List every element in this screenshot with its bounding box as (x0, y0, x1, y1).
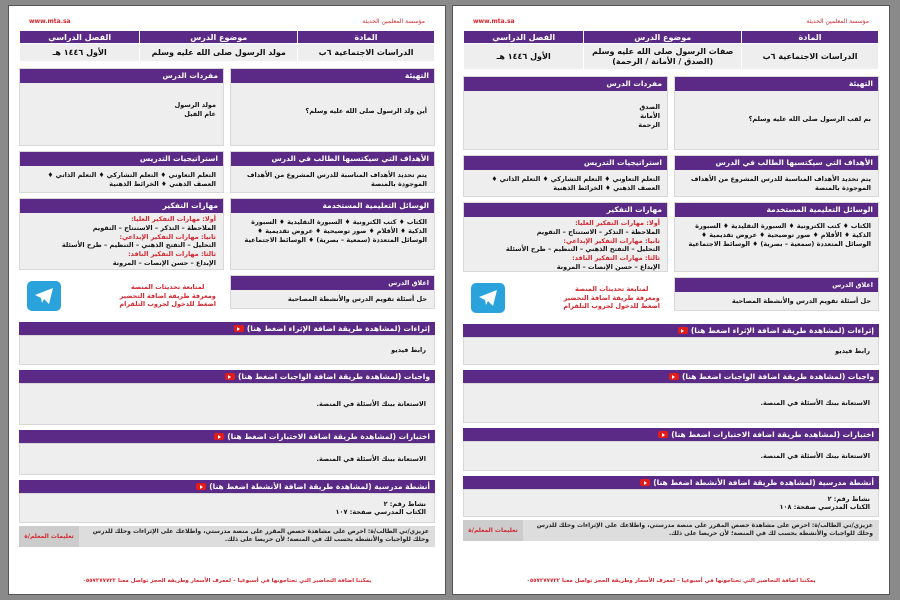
skills-box (19, 198, 224, 270)
enrichment-text: رابط فيديو (19, 335, 435, 365)
topic-value: مولد الرسول صلى الله عليه وسلم (140, 44, 298, 62)
promo-line: ومعرفة طريقة اضافة التحضير (563, 293, 660, 302)
promo-text (119, 283, 216, 308)
strategies-title: استراتيجيات التدريس (464, 156, 667, 170)
website-link[interactable]: www.mta.sa (29, 17, 71, 25)
intro-text: أين ولد الرسول صلى الله عليه وسلم؟ (305, 107, 427, 115)
activities-body (463, 489, 879, 517)
tests-section (19, 430, 435, 475)
tools-box (230, 198, 435, 270)
strategies-text: التعلم التعاوني ♦ التعلم التشاركي ♦ التعلم الذاتي ♦ العصف الذهني ♦ الخرائط الذهنية (491, 175, 660, 192)
activities-header[interactable] (19, 480, 435, 493)
vocab-item: مولد الرسول (174, 101, 216, 109)
term-header: الفصل الدراسي (464, 31, 584, 44)
goals-box (230, 151, 435, 193)
skill-head: ثالثا: مهارات التفكير الناقد: (572, 254, 660, 263)
promo-line: ومعرفة طريقة اضافة التحضير (119, 291, 216, 300)
youtube-icon[interactable] (658, 431, 668, 438)
page-top-line (19, 12, 435, 30)
activity-number: نشاط رقم: ٢ (827, 495, 870, 503)
youtube-icon[interactable] (640, 479, 650, 486)
skills-title: مهارات التفكير (464, 203, 667, 217)
telegram-promo[interactable] (463, 277, 668, 319)
org-name: مؤسسة المعلمين الحديثة (362, 17, 425, 25)
enrichment-title: إثراءات (لمشاهدة طريقة اضافة الإثراء اضغط هنا) (690, 326, 874, 335)
vocab-item: الصدق (639, 103, 660, 111)
tools-text: الكتاب ♦ كتب الكترونية ♦ السبورة التقليدية ♦ السبورة الذكية ♦ الأقلام ♦ صور توضيحية ♦ عروض تقديمية ♦ الوسائل المتعددة (سمعية – بصرية) ♦ الوسائط الاجتماعية (244, 218, 427, 244)
activities-section (463, 476, 879, 517)
skills-title: مهارات التفكير (20, 199, 223, 213)
enrichment-text: رابط فيديو (463, 337, 879, 365)
closing-title: اغلاق الدرس (231, 276, 434, 290)
promo-line: لمتابعة تحديثات المنصة (574, 285, 649, 294)
homework-header[interactable] (463, 370, 879, 383)
telegram-icon[interactable] (27, 281, 61, 311)
tests-text: الاستعانة ببنك الأسئلة في المنصة. (463, 441, 879, 471)
lesson-grid (19, 68, 435, 317)
lesson-info-table (19, 30, 435, 62)
skill-text: التحليل – التفتح الذهني – التنظيم – طرح الأسئلة (61, 241, 216, 250)
activity-number: نشاط رقم: ٢ (383, 500, 426, 508)
intro-text: بم لقب الرسول صلى الله عليه وسلم؟ (748, 115, 871, 123)
right-column (674, 76, 879, 319)
goals-title: الأهداف التي سيكتسبها الطالب في الدرس (231, 152, 434, 166)
strategies-box (19, 151, 224, 193)
goals-text: يتم تحديد الأهداف المناسبة للدرس المشروع من الأهداف الموجودة بالمنصة (690, 175, 871, 192)
strategies-box (463, 155, 668, 197)
teacher-notes (19, 526, 435, 547)
website-link[interactable]: www.mta.sa (473, 17, 515, 25)
youtube-icon[interactable] (214, 433, 224, 440)
activity-book-page: الكتاب المدرسي صفحة: ١٠٧ (335, 508, 426, 516)
activities-section (19, 480, 435, 523)
skill-text: الإبداع – حسن الإنصات – المرونة (112, 258, 216, 267)
activity-book-page: الكتاب المدرسي صفحة: ١٠٨ (779, 503, 870, 511)
subject-value: الدراسات الاجتماعية ٦ب (742, 44, 879, 70)
skill-head: ثانيا: مهارات التفكير الإبداعي: (563, 236, 660, 245)
topic-header: موضوع الدرس (584, 31, 742, 44)
closing-text: حل أسئلة تقويم الدرس والأنشطة المصاحبة (731, 297, 871, 305)
skill-head: أولا: مهارات التفكير العليا: (131, 215, 216, 223)
notes-label: تعليمات المعلم/ة (463, 520, 523, 541)
tools-box (674, 202, 879, 272)
closing-box (230, 275, 435, 309)
page-footer: يمكننا اضافة التحاضير التي تحتاجونها في أسبوعيا – لمعرف الأسعار وطريقة الحجز تواصل معنا ٠٥٥٧٢٧٧٧٢٢ (526, 578, 816, 584)
promo-text (563, 285, 660, 310)
closing-text: حل أسئلة تقويم الدرس والأنشطة المصاحبة (287, 295, 427, 303)
intro-box (230, 68, 435, 146)
tests-header[interactable] (463, 428, 879, 441)
vocab-list (464, 91, 667, 134)
strategies-text: التعلم التعاوني ♦ التعلم التشاركي ♦ التعلم الذاتي ♦ العصف الذهني ♦ الخرائط الذهنية (47, 171, 216, 188)
goals-box (674, 155, 879, 197)
enrichment-section (463, 324, 879, 365)
term-value: الأول ١٤٤٦ هـ (20, 44, 140, 62)
youtube-icon[interactable] (669, 373, 679, 380)
page-footer: يمكننا اضافة التحاضير التي تحتاجونها في أسبوعيا – لمعرف الأسعار وطريقة الحجز تواصل معنا ٠٥٥٧٢٧٧٧٢٢ (82, 578, 372, 584)
promo-line: لمتابعة تحديثات المنصة (130, 283, 205, 292)
vocab-title: مفردات الدرس (20, 69, 223, 83)
skill-text: التحليل – التفتح الذهني – التنظيم – طرح الأسئلة (505, 245, 660, 254)
enrichment-section (19, 322, 435, 365)
promo-line: اضغط للدخول لجروب التلقرام (119, 300, 216, 309)
lesson-page-2 (452, 5, 890, 595)
right-column (230, 68, 435, 317)
telegram-promo[interactable] (19, 275, 224, 317)
vocab-item: عام الفيل (184, 109, 216, 118)
skill-text: الملاحظة – التذكر – الاستنتاج – التقويم (536, 227, 660, 236)
lesson-info-table (463, 30, 879, 70)
left-column (19, 68, 224, 317)
vocab-item: الأمانة (640, 111, 660, 120)
activities-title: أنشطة مدرسية (لمشاهدة طريقة اضافة الأنشطة اضغط هنا) (209, 482, 430, 491)
intro-box (674, 76, 879, 150)
goals-text: يتم تحديد الأهداف المناسبة للدرس المشروع من الأهداف الموجودة بالمنصة (246, 171, 427, 188)
topic-value: صفات الرسول صلى الله عليه وسلم (الصدق / الأمانة / الرحمة) (584, 44, 742, 70)
teacher-notes (463, 520, 879, 541)
tools-text: الكتاب ♦ كتب الكترونية ♦ السبورة التقليدية ♦ السبورة الذكية ♦ الأقلام ♦ صور توضيحية ♦ عروض تقديمية ♦ الوسائل المتعددة (سمعية – بصرية) ♦ الوسائط الاجتماعية (688, 222, 871, 248)
enrichment-header[interactable] (19, 322, 435, 335)
vocab-box (19, 68, 224, 146)
skills-box (463, 202, 668, 272)
notes-text: عزيزي/تي الطالب/ة: احرص على مشاهدة حصص المقرر على منصة مدرستي، واطلاعك على الإثراءات وحلك للدرس وحلك للواجبات والأنشطة بحسب لك في المنصة؛ لأن حريصا على ذلك. (79, 526, 435, 547)
tests-section (463, 428, 879, 471)
topic-header: موضوع الدرس (140, 31, 298, 44)
left-column (463, 76, 668, 319)
youtube-icon[interactable] (678, 327, 688, 334)
subject-header: المادة (298, 31, 435, 44)
activities-body (19, 493, 435, 523)
homework-section (19, 370, 435, 425)
closing-box (674, 277, 879, 311)
intro-title: التهيئة (231, 69, 434, 83)
homework-section (463, 370, 879, 423)
subject-header: المادة (742, 31, 879, 44)
vocab-item: الرحمة (638, 120, 660, 129)
skill-head: ثانيا: مهارات التفكير الإبداعي: (119, 232, 216, 241)
skill-text: الإبداع – حسن الإنصات – المرونة (556, 262, 660, 271)
homework-text: الاستعانة ببنك الأسئلة في المنصة. (19, 383, 435, 425)
homework-title: واجبات (لمشاهدة طريقة اضافة الواجبات اضغط هنا) (237, 372, 430, 381)
term-value: الأول ١٤٤٦ هـ (464, 44, 584, 70)
activities-header[interactable] (463, 476, 879, 489)
tests-header[interactable] (19, 430, 435, 443)
strategies-title: استراتيجيات التدريس (20, 152, 223, 166)
vocab-list (20, 83, 223, 124)
telegram-icon[interactable] (471, 283, 505, 313)
youtube-icon[interactable] (196, 483, 206, 490)
homework-title: واجبات (لمشاهدة طريقة اضافة الواجبات اضغط هنا) (681, 372, 874, 381)
enrichment-header[interactable] (463, 324, 879, 337)
notes-label: تعليمات المعلم/ة (19, 526, 79, 547)
skills-list (464, 217, 667, 277)
homework-header[interactable] (19, 370, 435, 383)
page-top-line (463, 12, 879, 30)
tests-title: اختبارات (لمشاهدة طريقة اضافة الاختبارات اضغط هنا) (671, 430, 874, 439)
skill-head: ثالثا: مهارات التفكير الناقد: (128, 250, 216, 259)
term-header: الفصل الدراسي (20, 31, 140, 44)
tools-title: الوسائل التعليمية المستخدمة (675, 203, 878, 217)
goals-title: الأهداف التي سيكتسبها الطالب في الدرس (675, 156, 878, 170)
tests-title: اختبارات (لمشاهدة طريقة اضافة الاختبارات اضغط هنا) (227, 432, 430, 441)
notes-text: عزيزي/تي الطالب/ة: احرص على مشاهدة حصص المقرر على منصة مدرستي، واطلاعك على الإثراءات وحلك للدرس وحلك للواجبات والأنشطة بحسب لك في المنصة؛ لأن حريصا على ذلك. (523, 520, 879, 541)
activities-title: أنشطة مدرسية (لمشاهدة طريقة اضافة الأنشطة اضغط هنا) (653, 478, 874, 487)
lesson-page-1 (8, 5, 446, 595)
vocab-box (463, 76, 668, 150)
skill-text: الملاحظة – التذكر – الاستنتاج – التقويم (92, 223, 216, 232)
lesson-grid (463, 76, 879, 319)
vocab-title: مفردات الدرس (464, 77, 667, 91)
promo-line: اضغط للدخول لجروب التلقرام (563, 302, 660, 311)
youtube-icon[interactable] (234, 325, 244, 332)
youtube-icon[interactable] (225, 373, 235, 380)
skill-head: أولا: مهارات التفكير العليا: (575, 219, 660, 227)
tools-title: الوسائل التعليمية المستخدمة (231, 199, 434, 213)
org-name: مؤسسة المعلمين الحديثة (806, 17, 869, 25)
tests-text: الاستعانة ببنك الأسئلة في المنصة. (19, 443, 435, 475)
skills-list (20, 213, 223, 273)
intro-title: التهيئة (675, 77, 878, 91)
homework-text: الاستعانة ببنك الأسئلة في المنصة. (463, 383, 879, 423)
closing-title: اغلاق الدرس (675, 278, 878, 292)
subject-value: الدراسات الاجتماعية ٦ب (298, 44, 435, 62)
enrichment-title: إثراءات (لمشاهدة طريقة اضافة الإثراء اضغط هنا) (246, 324, 430, 333)
